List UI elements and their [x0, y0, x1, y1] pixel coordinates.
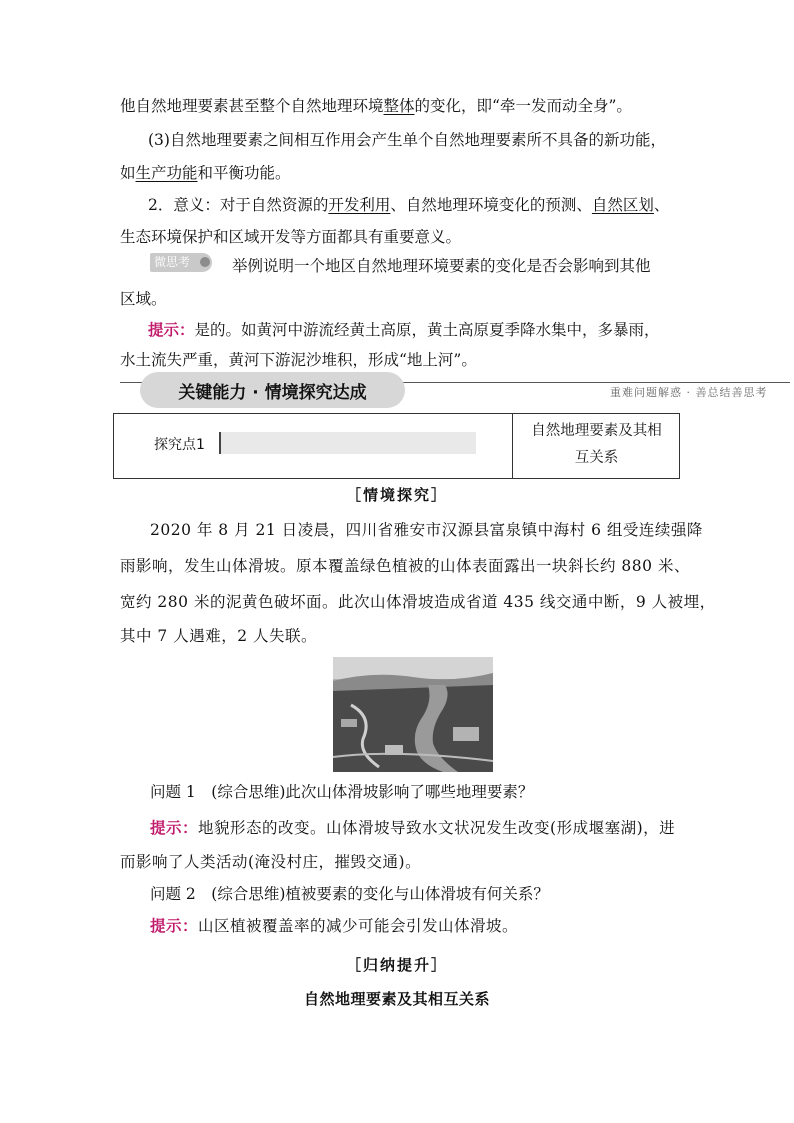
underlined-term: 自然区划: [591, 196, 654, 214]
think-question-cont: 区域。: [120, 290, 167, 308]
hint-line: 水土流失严重，黄河下游泥沙堆积，形成“地上河”。: [120, 351, 477, 369]
hint-label: 提示：: [148, 321, 195, 339]
think-question: 举例说明一个地区自然地理环境要素的变化是否会影响到其他: [232, 257, 651, 275]
hint-label: 提示：: [150, 917, 199, 935]
bullet-dot-icon: [200, 257, 210, 267]
text-span: 、自然地理环境变化的预测、: [390, 196, 592, 214]
text-span: 地貌形态的改变。山体滑坡导致水文状况发生改变(形成堰塞湖)，进: [198, 819, 676, 837]
text-span: 如: [120, 164, 136, 182]
question-line: 问题 1 (综合思维)此次山体滑坡影响了哪些地理要素？: [150, 783, 534, 801]
text-span: 是的。如黄河中游流经黄土高原，黄土高原夏季降水集中，多暴雨，: [194, 321, 660, 339]
question-line: 问题 2 (综合思维)植被要素的变化与山体滑坡有何关系？: [150, 885, 549, 903]
section-banner: 关键能力 · 情境探究达成: [140, 372, 405, 408]
think-tag: 微思考: [150, 253, 212, 272]
scenario-line: 雨影响，发生山体滑坡。原本覆盖绿色植被的山体表面露出一块斜长约 880 米、: [120, 557, 690, 575]
body-line: (3)自然地理要素之间相互作用会产生单个自然地理要素所不具备的新功能，: [148, 131, 666, 149]
underlined-term: 生产功能: [135, 164, 198, 182]
summary-title: 自然地理要素及其相互关系: [303, 990, 490, 1008]
underlined-term: 开发利用: [328, 196, 391, 214]
body-line: [148, 195, 669, 215]
body-line: 生态环境保护和区域开发等方面都具有重要意义。: [120, 228, 462, 246]
scenario-line: 2020 年 8 月 21 日凌晨，四川省雅安市汉源县富泉镇中海村 6 组受连续强降: [150, 521, 703, 539]
summary-heading: ［归纳提升］: [345, 956, 448, 974]
scenario-heading: ［情境探究］: [345, 486, 448, 504]
text-span: 他自然地理要素甚至整个自然地理环境: [120, 97, 384, 115]
body-line: [120, 96, 632, 116]
hint-line: [150, 818, 675, 838]
explore-title: [514, 414, 679, 478]
scenario-line: 其中 7 人遇难，2 人失联。: [120, 627, 318, 645]
explore-label: 探究点1: [154, 437, 205, 453]
hint-line: 而影响了人类活动(淹没村庄，摧毁交通)。: [120, 853, 422, 871]
explore-title-line: 互关系: [574, 450, 619, 466]
text-span: 山区植被覆盖率的减少可能会引发山体滑坡。: [198, 917, 519, 935]
hint-line: [148, 320, 660, 340]
text-span: 的变化，即“牵一发而动全身”。: [414, 97, 632, 115]
section-tagline: 重难问题解惑 · 善总结善思考: [610, 386, 768, 399]
landslide-photo-art: [333, 657, 493, 772]
table-divider: [512, 414, 513, 478]
landslide-photo: [333, 657, 493, 772]
text-span: 和平衡功能。: [197, 164, 291, 182]
hint-label: 提示：: [150, 819, 199, 837]
hint-line: [150, 916, 518, 936]
text-span: 2．意义：对于自然资源的: [148, 196, 329, 214]
text-span: 、: [653, 196, 670, 214]
underlined-term: 整体: [383, 97, 415, 115]
explore-table: [113, 413, 680, 479]
scenario-line: 宽约 280 米的泥黄色破坏面。此次山体滑坡造成省道 435 线交通中断，9 人被埋，: [120, 593, 716, 611]
explore-bar: [219, 432, 476, 454]
body-line: [120, 163, 291, 183]
explore-title-line: 自然地理要素及其相: [531, 423, 662, 439]
